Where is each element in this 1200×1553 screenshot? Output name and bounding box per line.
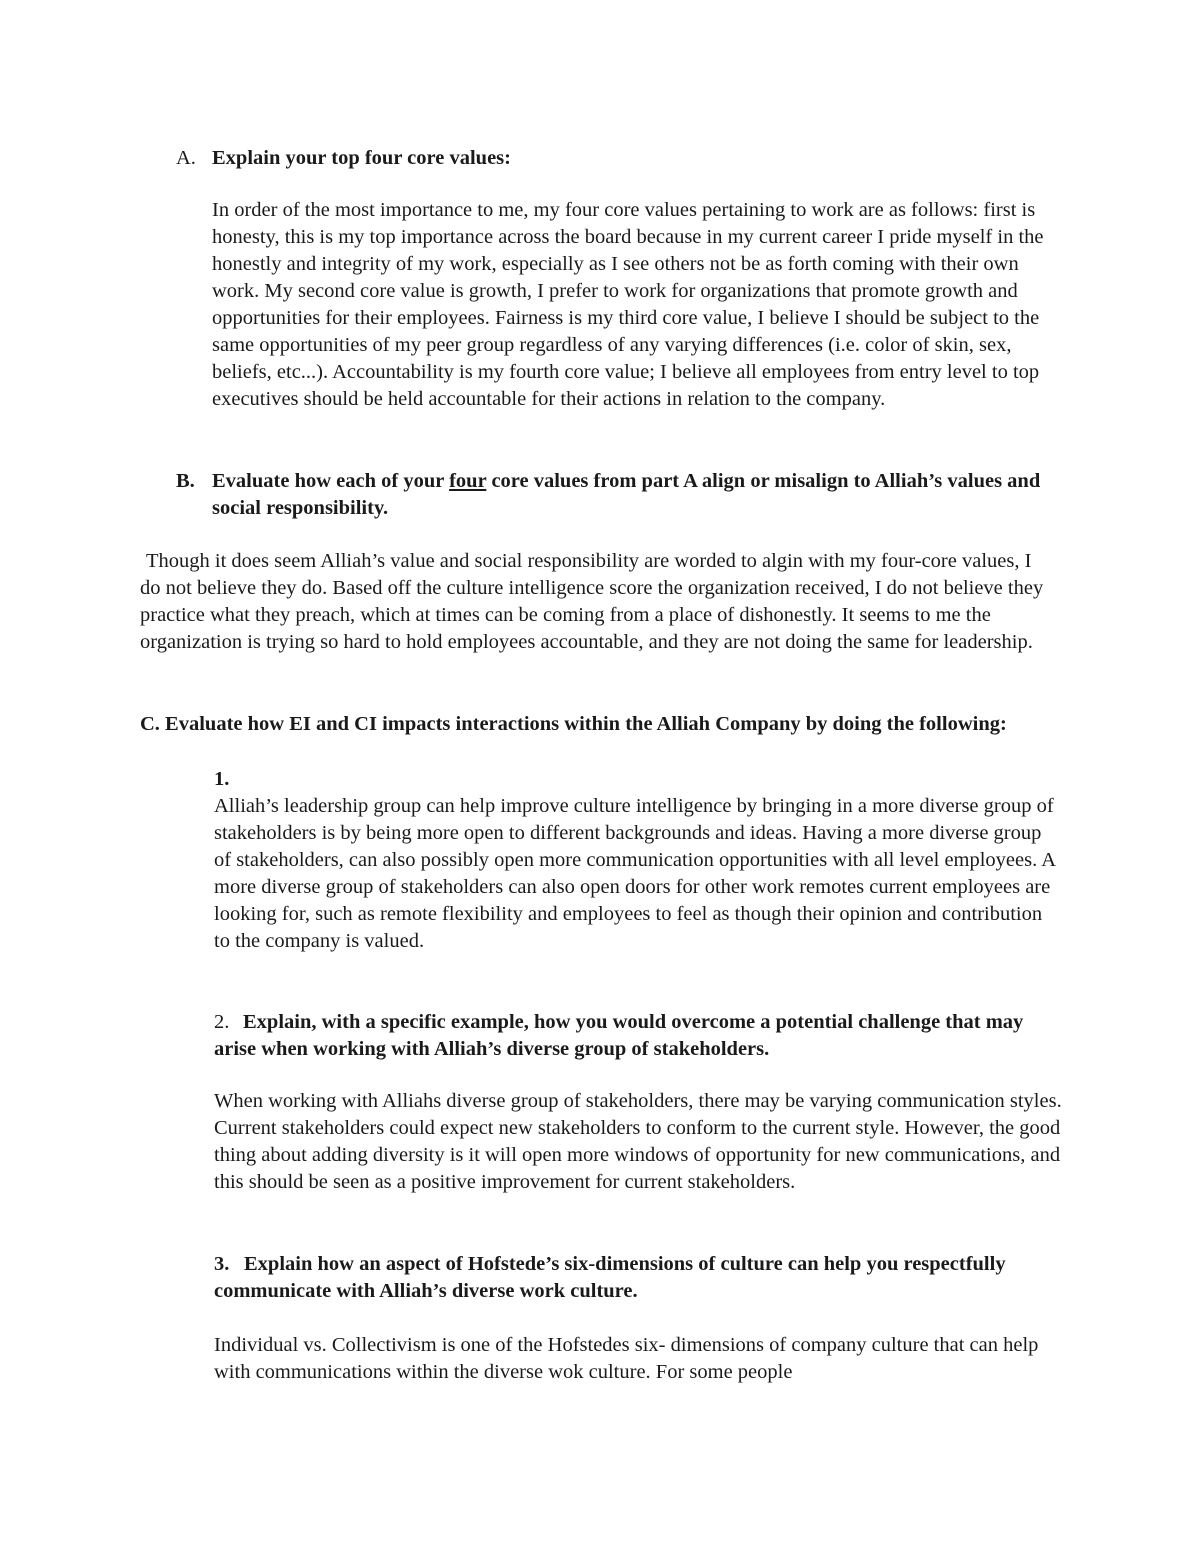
section-b-paragraph	[140, 548, 1045, 656]
item-3-heading	[214, 1251, 1014, 1305]
item-3-paragraph: Individual vs. Collectivism is one of the Hofstedes six- dimensions of company culture that can help with communications within the diverse wok culture. For some people	[214, 1334, 1039, 1383]
item-2-number: 2.	[214, 1011, 230, 1033]
section-b-label: B.	[176, 470, 195, 492]
section-b-heading-end: core values from part A align or misalign to Alliah’s values and social responsibility.	[212, 470, 1041, 519]
section-b-heading-start: Evaluate how each of your	[212, 470, 450, 492]
section-a-heading: Explain your top four core values:	[212, 147, 511, 169]
item-2-heading-text: Explain, with a specific example, how you would overcome a potential challenge that may arise when working with Alliah’s diverse group of stakeholders.	[214, 1011, 1024, 1060]
item-1-paragraph: Alliah’s leadership group can help improve culture intelligence by bringing in a more diverse group of stakeholders is by being more open to different backgrounds and ideas. Having a more diverse group of stakeholders, can also possibly open more communication opportunities with all level employees. A more diverse group of stakeholders can also open doors for other work remotes current employees are looking for, such as remote flexibility and employees to feel as though their opinion and contribution to the company is valued.	[214, 795, 1055, 952]
section-b-paragraph-text: Though it does seem Alliah’s value and social responsibility are worded to algin with my four-core values, I do not believe they do. Based off the culture intelligence score the organization received, I do not believe they practice what they preach, which at times can be coming from a place of dishonestly. It seems to me the organization is trying so hard to hold employees accountable, and they are not doing the same for leadership.	[140, 550, 1044, 653]
item-2-heading	[214, 1009, 1062, 1063]
section-b-heading-underlined: four	[449, 470, 487, 492]
item-1-number: 1.	[214, 768, 230, 790]
item-2-paragraph: When working with Alliahs diverse group of stakeholders, there may be varying communication styles. Current stakeholders could expect new stakeholders to conform to the current style. However, the good thing about adding diversity is it will open more windows of opportunity for new communications, and this should be seen as a positive improvement for current stakeholders.	[214, 1090, 1062, 1193]
section-a-paragraph: In order of the most importance to me, my four core values pertaining to work are as follows: first is honesty, this is my top importance across the board because in my current career I pride myself in the honestly and integrity of my work, especially as I see others not be as forth coming with their own work. My second core value is growth, I prefer to work for organizations that promote growth and opportunities for their employees. Fairness is my third core value, I believe I should be subject to the same opportunities of my peer group regardless of any varying differences (i.e. color of skin, sex, beliefs, etc...). Accountability is my fourth core value; I believe all employees from entry level to top executives should be held accountable for their actions in relation to the company.	[212, 199, 1044, 410]
item-3-number: 3.	[214, 1253, 230, 1275]
section-a-label: A.	[176, 147, 196, 169]
section-c-heading: C. Evaluate how EI and CI impacts interactions within the Alliah Company by doing the following:	[140, 713, 1007, 735]
item-3-heading-text: Explain how an aspect of Hofstede’s six-dimensions of culture can help you respectfully communicate with Alliah’s diverse work culture.	[214, 1253, 1006, 1302]
section-b-heading	[212, 468, 1070, 522]
